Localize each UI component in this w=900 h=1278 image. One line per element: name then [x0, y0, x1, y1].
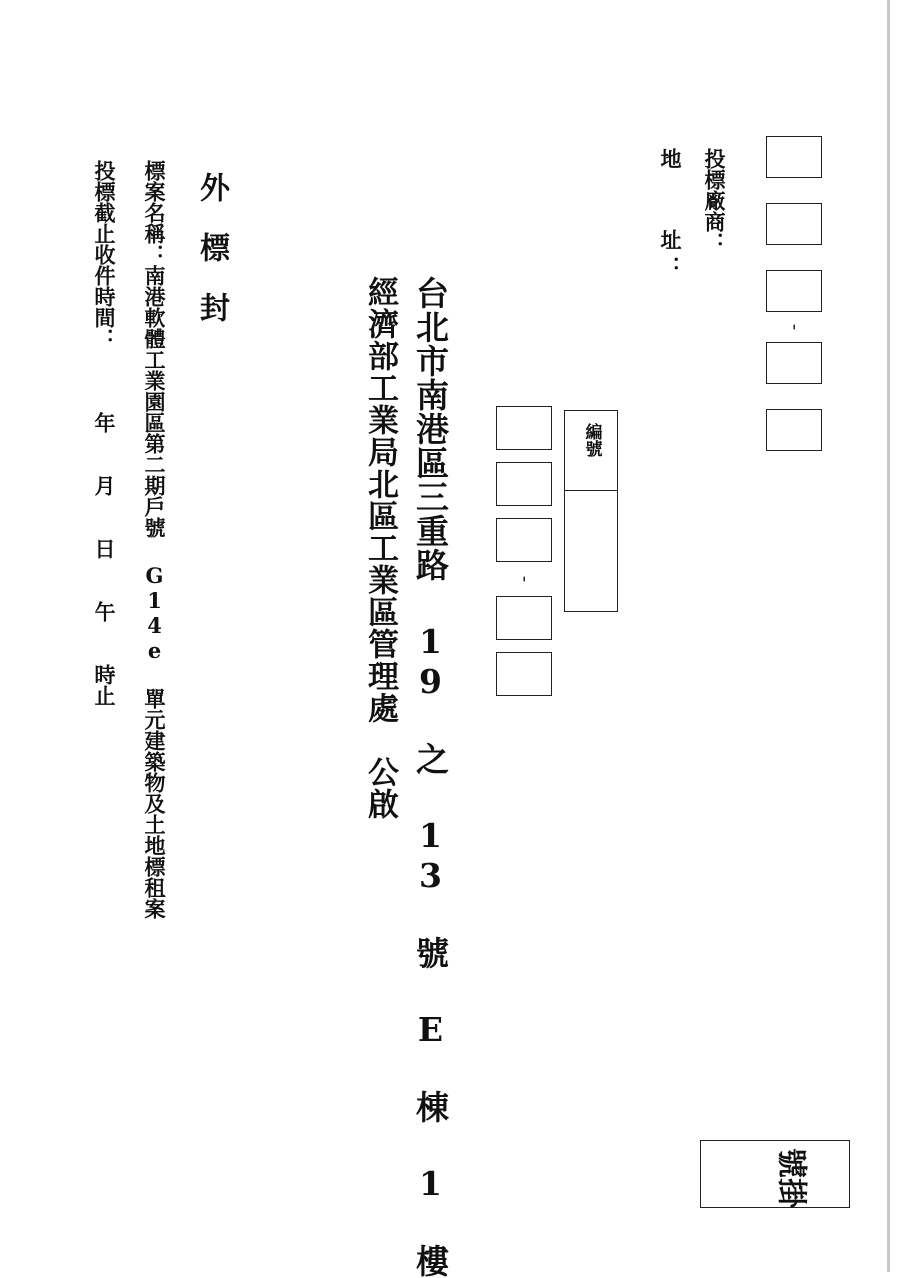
project-name: 標案名稱：南港軟體工業園區第二期戶號 G14e 單元建築物及土地標租案 — [142, 160, 167, 919]
recipient-postal-digit-box[interactable] — [496, 518, 552, 562]
registered-mail-box — [700, 1140, 850, 1208]
recipient-name: 經濟部工業局北區工業區管理處 公啟 — [362, 276, 398, 820]
bid-deadline: 投標截止收件時間： 年 月 日 午 時止 — [92, 160, 117, 706]
page-edge-line — [887, 0, 890, 1272]
registered-mail-label: 掛號 — [756, 1142, 808, 1207]
sender-postal-digit-box[interactable] — [766, 203, 822, 245]
bidder-label: 投標廠商： — [702, 148, 727, 253]
serial-number-label: 編號 — [581, 423, 602, 457]
sender-postal-separator: - — [784, 323, 805, 331]
sender-postal-digit-box[interactable] — [766, 270, 822, 312]
recipient-postal-digit-box[interactable] — [496, 406, 552, 450]
recipient-postal-digit-box[interactable] — [496, 596, 552, 640]
recipient-postal-digit-box[interactable] — [496, 652, 552, 696]
recipient-postal-code-boxes — [496, 406, 552, 696]
serial-number-value-cell[interactable] — [565, 491, 617, 611]
address-label: 地 址： — [658, 148, 683, 283]
serial-number-label-cell — [565, 411, 617, 491]
serial-number-box — [564, 410, 618, 612]
sender-postal-code-boxes — [766, 136, 822, 451]
sender-postal-digit-box[interactable] — [766, 342, 822, 384]
recipient-postal-separator: - — [514, 575, 535, 583]
envelope-title: 外 標 封 — [194, 172, 229, 322]
recipient-postal-digit-box[interactable] — [496, 462, 552, 506]
sender-postal-digit-box[interactable] — [766, 136, 822, 178]
recipient-address: 台北市南港區三重路 19 之 13 號 E 棟 1 樓 — [411, 276, 450, 1278]
sender-postal-digit-box[interactable] — [766, 409, 822, 451]
